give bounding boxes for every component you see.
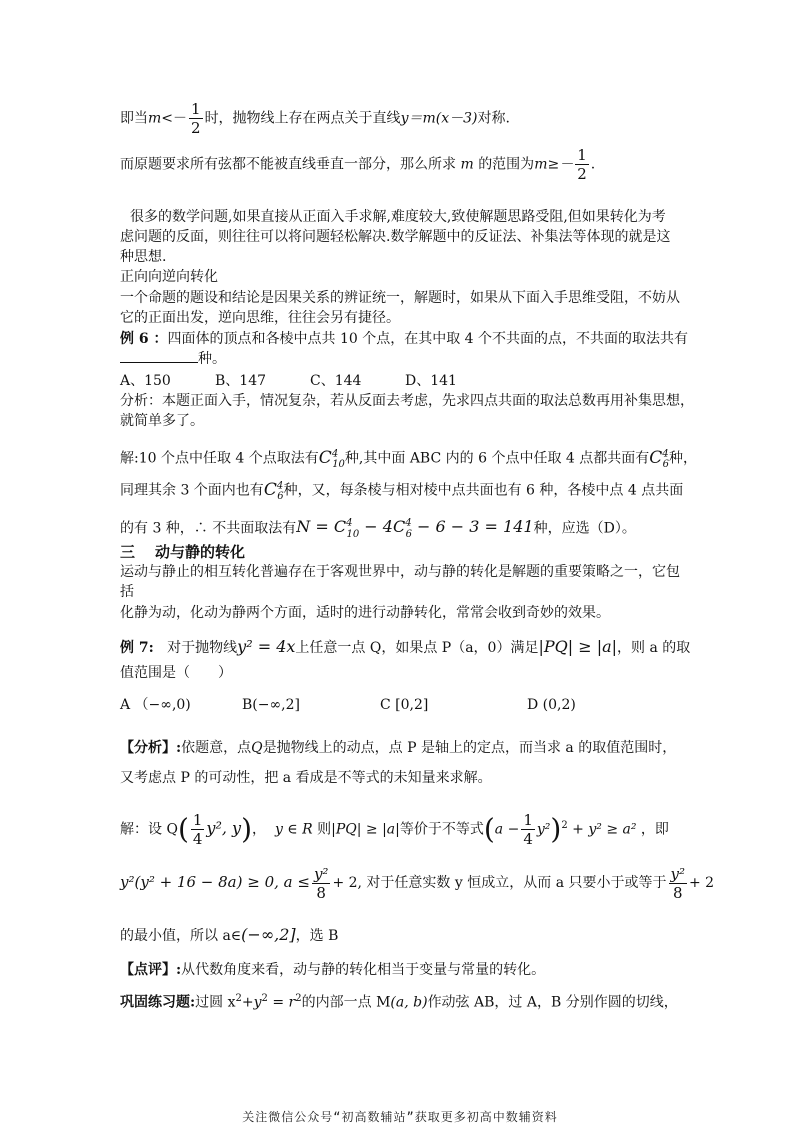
example-7-question: 例 7: 对于抛物线y² = 4x上任意一点 Q，如果点 P（a，0）满足|PQ| ≥ |a|，则 a 的取 — [120, 637, 691, 656]
paragraph-line: 括 — [120, 584, 134, 600]
choice-b: B、147 — [215, 373, 267, 389]
analysis-7-line-1: 【分析】:依题意，点Q是抛物线上的动点，点 P 是轴上的定点，而当求 a 的取值范围时， — [120, 740, 677, 756]
section-heading: 三 动与静的转化 — [120, 543, 246, 561]
paragraph-line: 运动与静止的相互转化普遍存在于客观世界中，动与静的转化是解题的重要策略之一，它包 — [120, 564, 680, 580]
choice-a: A、150 — [120, 373, 171, 389]
choice-d: D (0,2) — [527, 697, 576, 713]
solution-6-line-3: 的有 3 种，∴ 不共面取法有$N = C^4_{10} - 4C^4_6 - 6 - 3 = 141$种，应选（D）。 — [120, 517, 636, 540]
example-7-choices — [120, 694, 576, 716]
line-condition-m: 即当m<－ $\frac{1}{2}$ 时，抛物线上存在两点关于直线y＝m(x－3)对称. — [120, 100, 510, 137]
example-7-question-cont: 值范围是（ ） — [120, 665, 232, 681]
choice-d: D、141 — [405, 373, 457, 389]
paragraph-line: 它的正面出发，逆向思维，往往会另有捷径。 — [120, 310, 400, 326]
paragraph-line: 种思想. — [120, 249, 167, 265]
solution-6-line-1: 解:10 个点中任取 4 个点取法有$C^4_{10}$种,其中面 ABC 内的 6 个点中任取 4 点都共面有$C^4_6$种， — [120, 447, 698, 471]
choice-c: C [0,2] — [380, 697, 429, 713]
choice-c: C、144 — [310, 373, 362, 389]
analysis-7-line-2: 又考虑点 P 的可动性，把 a 看成是不等式的未知量来求解。 — [120, 770, 492, 786]
line-range-m: 而原题要求所有弦都不能被直线垂直一部分，那么所求 m 的范围为m≥－ $\frac{1}{2}$ . — [120, 146, 596, 183]
analysis-line: 分析：本题正面入手，情况复杂，若从反面去考虑，先求四点共面的取法总数再用补集思想， — [120, 393, 694, 409]
comment-line: 【点评】:从代数角度来看，动与静的转化相当于变量与常量的转化。 — [120, 962, 546, 978]
choice-a: A （−∞,0) — [120, 697, 191, 713]
fraction-one-half: $\frac{1}{2}$ — [191, 100, 201, 137]
paragraph-line: 很多的数学问题,如果直接从正面入手求解,难度较大,致使解题思路受阻,但如果转化为考 — [130, 209, 666, 225]
practice-line: 巩固练习题:过圆 $x^2+y^2 = r^2$的内部一点 M(a, b)作动弦 AB，过 A，B 分别作圆的切线， — [120, 993, 678, 1011]
footer-note: 关注微信公众号“初高数辅站”获取更多初高中数辅资料 — [242, 1110, 558, 1124]
analysis-line: 就简单多了。 — [120, 413, 204, 429]
paragraph-line: 一个命题的题设和结论是因果关系的辨证统一，解题时，如果从下面入手思维受阻，不妨从 — [120, 290, 680, 306]
solution-6-line-2: 同理其余 3 个面内也有$C^4_6$种，又，每条棱与相对棱中点共面也有 6 种，各棱中点 4 点共面 — [120, 479, 684, 503]
solution-7-line-3: 的最小值，所以 a∈(−∞,2]，选 B — [120, 925, 339, 944]
subheading: 正向向逆向转化 — [120, 269, 218, 285]
example-6-choices — [120, 372, 457, 390]
choice-b: B(−∞,2] — [242, 697, 300, 713]
answer-blank — [120, 350, 198, 363]
solution-7-line-2: y²(y² + 16 − 8a) ≥ 0, a ≤ $\frac{\text{y²}}{8}$ + 2, 对于任意实数 y 恒成立，从而 a 只要小于或等于 $\frac{\text{y²}}{8}$ + 2 — [120, 864, 715, 902]
example-6-question: 例 6 ：四面体的顶点和各棱中点共 10 个点，在其中取 4 个不共面的点，不共面的取法共有 — [120, 331, 689, 347]
paragraph-line: 化静为动，化动为静两个方面，适时的进行动静转化，常常会收到奇妙的效果。 — [120, 605, 610, 621]
fraction-one-half: $\frac{1}{2}$ — [577, 146, 587, 183]
paragraph-line: 虑问题的反面，则往往可以将问题轻松解决.数学解题中的反证法、补集法等体现的就是这 — [120, 229, 671, 245]
solution-7-line-1: 解：设 Q( $\frac{1}{4}$ y², y)， y ∈ R 则|PQ| ≥ |a|等价于不等式(a − $\frac{1}{4}$ y²)$^2$ + y² ≥ a² ，即 — [120, 811, 669, 849]
example-6-blank: 种。 — [120, 350, 226, 368]
